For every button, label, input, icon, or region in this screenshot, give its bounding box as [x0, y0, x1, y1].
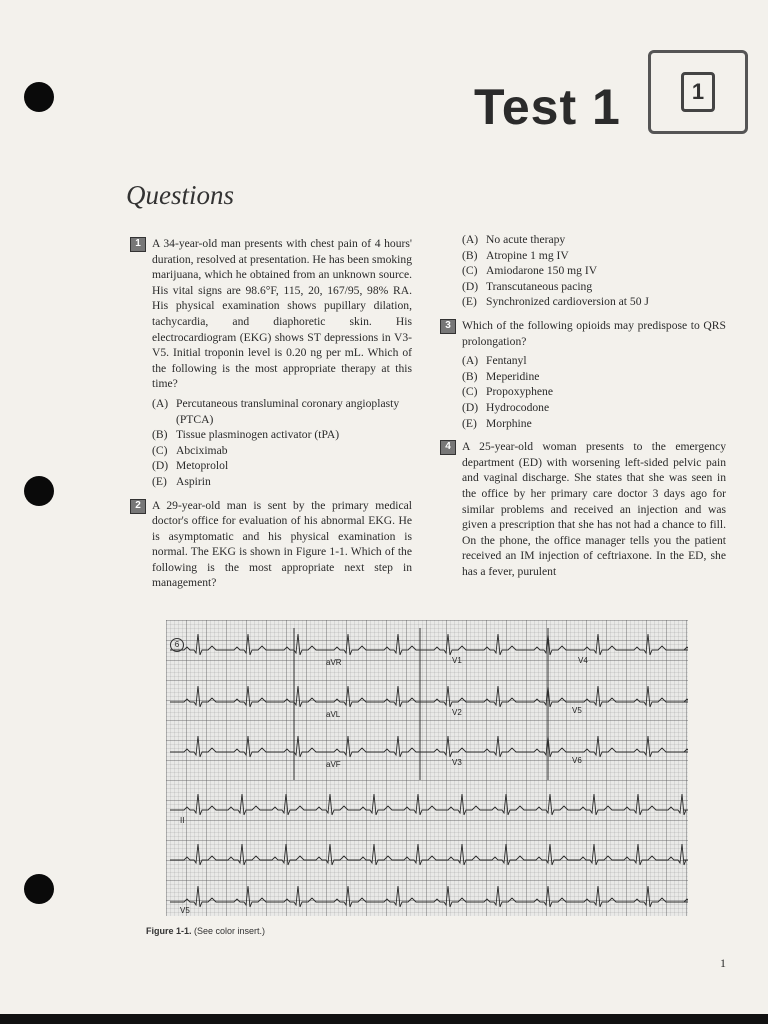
- ekg-trace: [170, 794, 688, 815]
- scan-bottom-edge: [0, 1014, 768, 1024]
- section-title: Questions: [126, 180, 234, 210]
- question-4: [440, 439, 726, 579]
- ekg-lead-label: aVR: [326, 658, 342, 667]
- answer-choice[interactable]: (A) Fentanyl: [462, 354, 527, 368]
- answer-choices: [462, 353, 726, 431]
- answer-choice[interactable]: (B) Atropine 1 mg IV: [462, 248, 569, 262]
- ekg-trace: [170, 886, 688, 907]
- ekg-lead-label: V5: [572, 706, 582, 715]
- ekg-lead-label: II: [180, 816, 185, 825]
- ekg-lead-label: aVF: [326, 760, 341, 769]
- ekg-lead-label: V6: [572, 756, 582, 765]
- binder-hole-middle: [24, 476, 54, 506]
- ekg-trace: [170, 686, 688, 707]
- answer-choice[interactable]: (D) Transcutaneous pacing: [462, 279, 593, 293]
- test-badge-number: 1: [681, 72, 715, 112]
- ekg-trace: [170, 736, 688, 757]
- answer-choice[interactable]: (E) Aspirin: [152, 474, 211, 488]
- right-column: [440, 232, 726, 583]
- answer-choice[interactable]: (B) Tissue plasminogen activator (tPA): [152, 428, 340, 442]
- answer-choice[interactable]: (A) Percutaneous transluminal coronary angioplasty (PTCA): [152, 396, 400, 426]
- question-stem: A 29-year-old man is sent by the primary medical doctor's office for evaluation of his abnormal EKG. He is asymptomatic and his physical examination is normal. The EKG is shown in Figure 1-1. Which of the following is the most appropriate next step in management?: [152, 498, 412, 590]
- ekg-lead-label: V5: [180, 906, 190, 915]
- answer-choice[interactable]: (E) Morphine: [462, 416, 532, 430]
- answer-choices: [462, 232, 726, 310]
- question-stem: Which of the following opioids may predispose to QRS prolongation?: [462, 318, 726, 348]
- answer-choice[interactable]: (C) Amiodarone 150 mg IV: [462, 264, 598, 278]
- question-1: [130, 236, 412, 392]
- question-2: [130, 498, 412, 592]
- test-badge-icon: [648, 50, 748, 134]
- figure-number-marker: 6: [170, 638, 184, 652]
- question-3: [440, 318, 726, 349]
- ekg-lead-label: V4: [578, 656, 588, 665]
- ekg-trace: [170, 634, 688, 655]
- question-stem: A 25-year-old woman presents to the emergency department (ED) with worsening left-sided pelvic pain and vaginal discharge. She states that she was seen in the office by her primary care doctor 3 days ago for similar problems and received an injection and was given a prescription that she has not had a chance to fill. On the phone, the office manager tells you the patient received an IM injection of ceftriaxone. In the ED, she has a fever, purulent: [462, 440, 726, 578]
- page-number: 1: [720, 956, 726, 970]
- binder-hole-bottom: [24, 874, 54, 904]
- ekg-trace: [170, 844, 688, 865]
- answer-choice[interactable]: (C) Abciximab: [152, 443, 228, 457]
- answer-choice[interactable]: (A) No acute therapy: [462, 233, 566, 246]
- ekg-tracings: [166, 620, 688, 916]
- ekg-lead-label: V1: [452, 656, 462, 665]
- question-number-badge: 4: [440, 440, 456, 455]
- answer-choices: [152, 396, 412, 490]
- answer-choice[interactable]: (B) Meperidine: [462, 369, 540, 383]
- ekg-lead-label: aVL: [326, 710, 341, 719]
- test-title: Test 1: [474, 79, 621, 135]
- ekg-lead-label: V2: [452, 708, 462, 717]
- left-column: [130, 236, 412, 595]
- answer-choice[interactable]: (C) Propoxyphene: [462, 385, 553, 399]
- answer-choice[interactable]: (E) Synchronized cardioversion at 50 J: [462, 295, 649, 309]
- figure-caption-text: (See color insert.): [194, 926, 266, 936]
- figure-caption: [146, 926, 265, 936]
- binder-hole-top: [24, 82, 54, 112]
- figure-caption-label: Figure 1-1.: [146, 926, 192, 936]
- question-number-badge: 1: [130, 237, 146, 252]
- question-number-badge: 3: [440, 319, 456, 334]
- ekg-lead-label: V3: [452, 758, 462, 767]
- question-stem: A 34-year-old man presents with chest pain of 4 hours' duration, resolved at presentation. He has been smoking marijuana, which he obtained from an unknown source. His vital signs are 98.6°F, 115, 20, 167/95, 98% RA. His physical examination shows pupillary dilation, tachycardia, and diaphoretic skin. His electrocardiogram (EKG) shows ST depressions in V3-V5. Initial troponin level is 0.20 ng per mL. Which of the following is the most appropriate therapy at this time?: [152, 237, 412, 391]
- answer-choice[interactable]: (D) Metoprolol: [152, 459, 229, 473]
- answer-choice[interactable]: (D) Hydrocodone: [462, 400, 550, 414]
- question-number-badge: 2: [130, 499, 146, 514]
- ekg-figure: [166, 620, 688, 916]
